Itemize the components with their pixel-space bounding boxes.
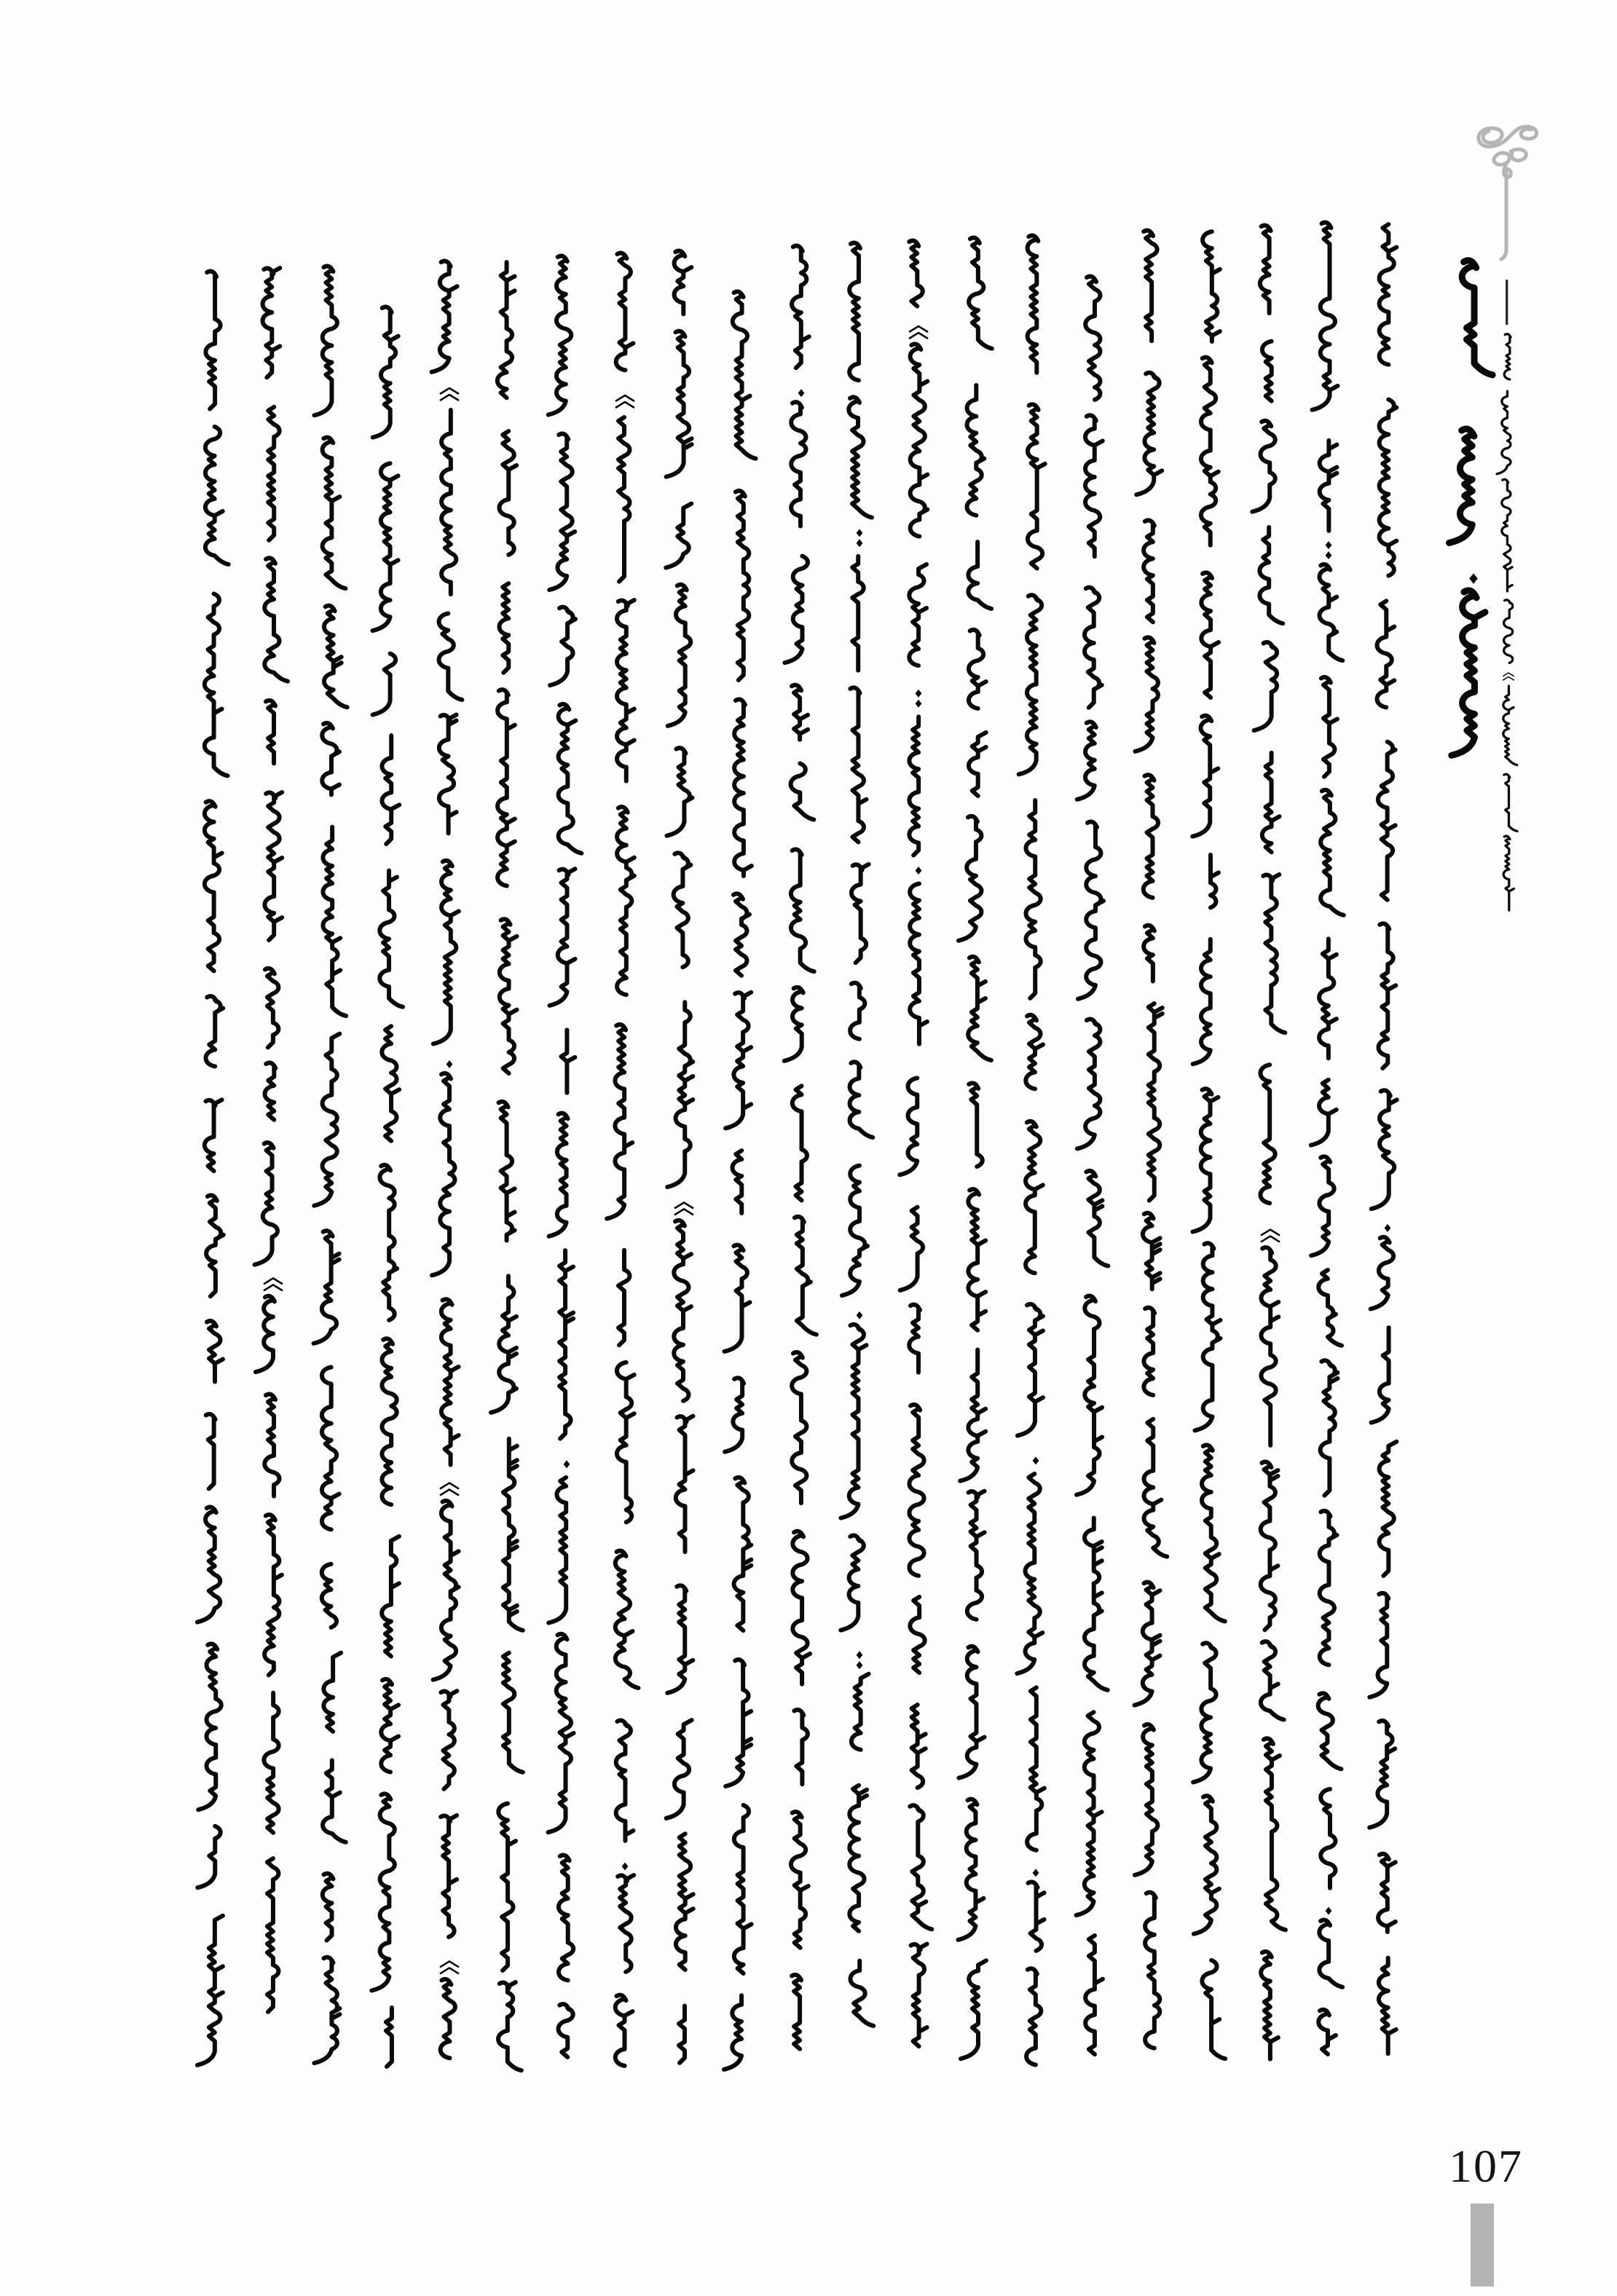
footer-corner-bar (1471, 2204, 1494, 2287)
page-number: 107 (1449, 2140, 1523, 2192)
vertical-dash (1506, 280, 1508, 325)
flourish-swirl-icon (1479, 127, 1537, 325)
header-subtitle-column (1497, 334, 1517, 910)
header-title-column (1449, 261, 1493, 756)
body-text-columns (197, 222, 1397, 2070)
